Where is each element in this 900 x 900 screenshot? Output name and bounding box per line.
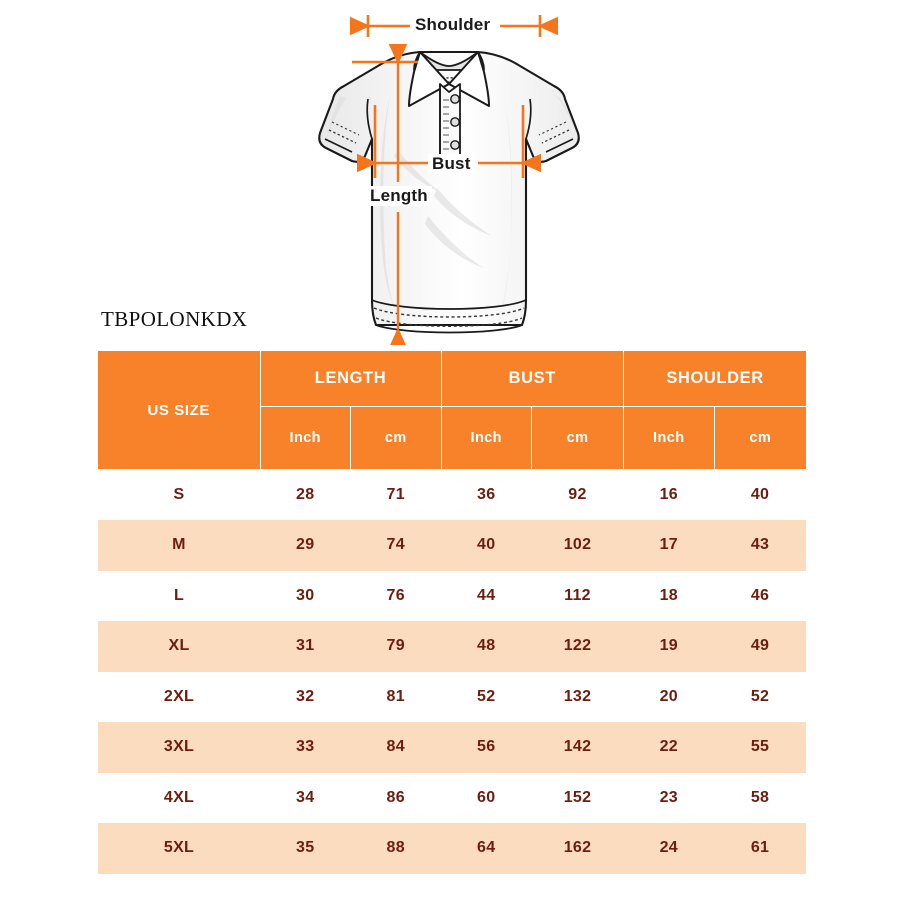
header-group-length: LENGTH [260, 351, 441, 407]
cell-bust-inch: 60 [441, 773, 532, 824]
cell-bust-cm: 102 [532, 520, 624, 571]
cell-shoulder-inch: 16 [624, 470, 715, 521]
header-shoulder-cm: cm [714, 407, 806, 470]
cell-length-cm: 79 [351, 621, 442, 672]
polo-shirt-diagram [0, 0, 900, 345]
cell-bust-inch: 40 [441, 520, 532, 571]
header-length-cm: cm [351, 407, 442, 470]
cell-length-inch: 31 [260, 621, 351, 672]
cell-shoulder-inch: 19 [624, 621, 715, 672]
header-group-bust: BUST [441, 351, 624, 407]
cell-length-cm: 86 [351, 773, 442, 824]
cell-size: 3XL [98, 722, 260, 773]
cell-shoulder-inch: 18 [624, 571, 715, 622]
table-row [98, 621, 806, 672]
product-title: TBPOLONKDX [101, 307, 248, 331]
table-row [98, 520, 806, 571]
cell-shoulder-cm: 52 [714, 672, 806, 723]
header-bust-cm: cm [532, 407, 624, 470]
cell-shoulder-cm: 61 [714, 823, 806, 874]
cell-bust-inch: 52 [441, 672, 532, 723]
table-row [98, 672, 806, 723]
table-row [98, 773, 806, 824]
cell-size: 2XL [98, 672, 260, 723]
cell-shoulder-cm: 43 [714, 520, 806, 571]
size-chart-table [98, 350, 806, 874]
length-label: Length [366, 186, 432, 206]
cell-bust-inch: 56 [441, 722, 532, 773]
cell-shoulder-inch: 22 [624, 722, 715, 773]
cell-bust-cm: 132 [532, 672, 624, 723]
header-group-shoulder: SHOULDER [624, 351, 807, 407]
shoulder-label: Shoulder [411, 15, 494, 35]
cell-size: S [98, 470, 260, 521]
table-header [98, 351, 806, 470]
size-chart [98, 350, 804, 874]
cell-bust-cm: 112 [532, 571, 624, 622]
cell-length-inch: 29 [260, 520, 351, 571]
cell-bust-cm: 142 [532, 722, 624, 773]
cell-shoulder-inch: 20 [624, 672, 715, 723]
cell-length-inch: 32 [260, 672, 351, 723]
cell-length-cm: 81 [351, 672, 442, 723]
cell-length-inch: 35 [260, 823, 351, 874]
cell-size: L [98, 571, 260, 622]
cell-bust-cm: 122 [532, 621, 624, 672]
cell-length-inch: 34 [260, 773, 351, 824]
cell-size: 5XL [98, 823, 260, 874]
cell-shoulder-cm: 58 [714, 773, 806, 824]
table-row [98, 722, 806, 773]
table-row [98, 571, 806, 622]
header-length-inch: Inch [260, 407, 351, 470]
cell-length-cm: 71 [351, 470, 442, 521]
cell-bust-cm: 92 [532, 470, 624, 521]
cell-bust-cm: 152 [532, 773, 624, 824]
cell-length-inch: 28 [260, 470, 351, 521]
table-row [98, 823, 806, 874]
table-body [98, 470, 806, 874]
cell-size: M [98, 520, 260, 571]
cell-bust-inch: 48 [441, 621, 532, 672]
table-row [98, 470, 806, 521]
cell-length-inch: 33 [260, 722, 351, 773]
cell-shoulder-inch: 23 [624, 773, 715, 824]
header-bust-inch: Inch [441, 407, 532, 470]
cell-bust-inch: 64 [441, 823, 532, 874]
cell-size: XL [98, 621, 260, 672]
cell-shoulder-cm: 46 [714, 571, 806, 622]
cell-bust-inch: 36 [441, 470, 532, 521]
cell-shoulder-inch: 24 [624, 823, 715, 874]
cell-size: 4XL [98, 773, 260, 824]
cell-bust-inch: 44 [441, 571, 532, 622]
cell-shoulder-cm: 40 [714, 470, 806, 521]
header-shoulder-inch: Inch [624, 407, 715, 470]
cell-length-cm: 88 [351, 823, 442, 874]
cell-length-inch: 30 [260, 571, 351, 622]
cell-bust-cm: 162 [532, 823, 624, 874]
header-us-size: US SIZE [98, 351, 260, 470]
cell-shoulder-inch: 17 [624, 520, 715, 571]
cell-shoulder-cm: 49 [714, 621, 806, 672]
cell-shoulder-cm: 55 [714, 722, 806, 773]
cell-length-cm: 76 [351, 571, 442, 622]
cell-length-cm: 74 [351, 520, 442, 571]
bust-label: Bust [428, 154, 475, 174]
cell-length-cm: 84 [351, 722, 442, 773]
